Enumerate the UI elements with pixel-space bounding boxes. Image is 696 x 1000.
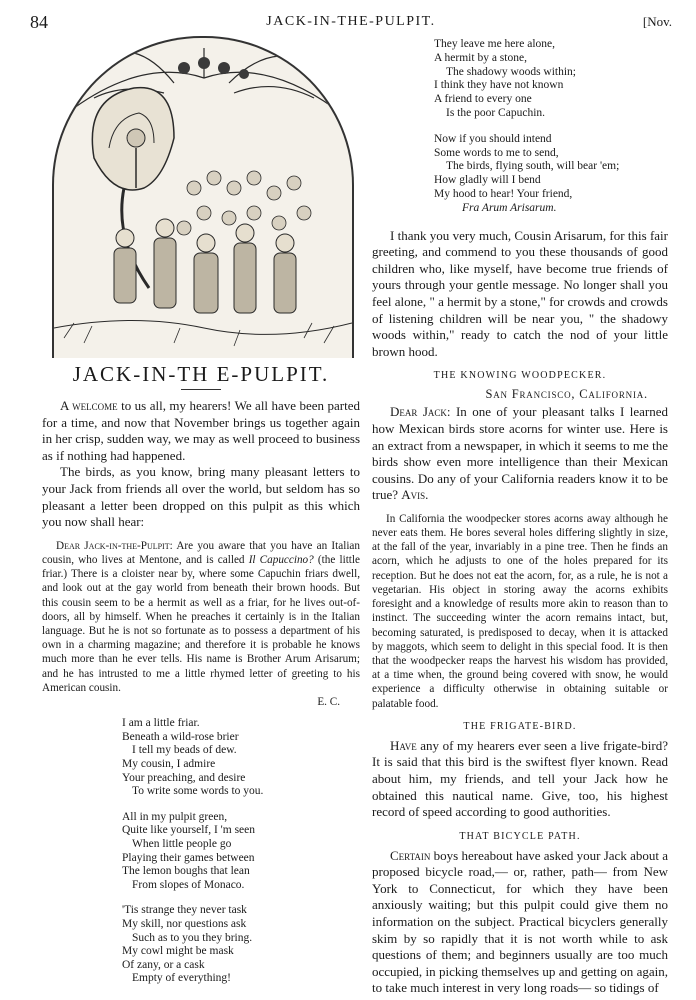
welcome-paragraph — [42, 398, 360, 464]
poem-line: The lemon boughs that lean — [122, 865, 250, 878]
woodpecker-salutation: Dear Jack — [390, 404, 447, 420]
poem-stanza — [122, 904, 360, 986]
section-title: JACK-IN-TH E-PULPIT. — [72, 362, 330, 386]
friar-poem-right — [434, 38, 668, 216]
woodpecker-letter-paragraph — [372, 404, 668, 504]
poem-signature-text: Fra Arum Arisarum. — [462, 201, 557, 214]
woodpecker-extract-paragraph: In California the woodpecker stores acorns away although he never eats them. He bores several holes differing slightly in size, at the fall of the year, invariably in a pine tree. Then he finds an acorn, which he adjusts to one of the holes prepared for its reception. But he does not eat the acorn, for, as a rule, he is not a vegetarian. His object in storing away the acorns exhibits foresight and a knowledge of results more akin to reason than to instinct. The succeeding winter the acorn remains intact, but, becoming saturated, is predisposed to decay, when it is attacked by maggots, which seem to delight in this special food. It is then that the woodpecker reaps the harvest his wisdom has provided, at a time when, the ground being covered with snow, he would experience a difficulty otherwise in obtaining suitable or palatable food. — [372, 512, 668, 710]
illustration-art-icon — [54, 38, 352, 358]
poem-line: Playing their games between — [122, 851, 255, 864]
poem-line: Quite like yourself, I 'm seen — [122, 824, 256, 837]
frigate-text: any of my hearers ever seen a live frigate-bird? It is said that this bird is the swiftest flyer known. Read about him, my friends, and tell your Jack how he obtained this nautical name. Give, too, his highest record of speed according to good authorities. — [372, 737, 668, 820]
letter-paragraph — [42, 539, 360, 695]
bicycle-body — [372, 848, 668, 997]
poem-line: A hermit by a stone, — [434, 51, 527, 64]
poem-line: Some words to me to send, — [434, 146, 559, 159]
poem-line: When little people go — [132, 837, 232, 850]
friar-poem-left — [122, 717, 360, 986]
woodpecker-signature: Avis. — [401, 487, 429, 503]
poem-line: To write some words to you. — [132, 785, 264, 798]
poem-line: 'Tis strange they never task — [122, 904, 247, 917]
woodpecker-letter-text: : In one of your pleasant talks I learned how Mexican birds store acorns for winter use. Here is an extract from a newspaper, in which it seems to me the birds show even more intelligence than their Mexican cousins. Do any of your California readers know it to be true? — [372, 404, 668, 503]
poem-stanza — [434, 133, 668, 216]
running-title: JACK-IN-THE-PULPIT. — [266, 14, 436, 29]
woodpecker-place: San Francisco, California. — [485, 387, 648, 402]
woodpecker-letter — [372, 404, 668, 504]
woodpecker-extract — [372, 512, 668, 711]
poem-line: Now if you should intend — [434, 132, 552, 145]
poem-line: Is the poor Capuchin. — [446, 106, 546, 119]
poem-line: A friend to every one — [434, 93, 532, 106]
poem-line: The shadowy woods within; — [446, 65, 577, 78]
poem-line: I tell my beads of dew. — [132, 744, 237, 757]
poem-line: My skill, nor questions ask — [122, 917, 247, 930]
poem-line: My cousin, I admire — [122, 757, 216, 770]
capuchin-letter — [42, 539, 360, 709]
letter-signature: E. C. — [317, 695, 340, 708]
thanks-body — [372, 228, 668, 361]
letter-italic: Il Capuccino? — [248, 553, 314, 566]
bicycle-text: boys hereabout have asked your Jack about a proposed bicycle road,— or, rather, path— from New York to Connecticut, for which they have been anxiously waiting; but this pulpit could give them no information on the subject. Practical bicyclers generally skim by so rapidly that it is not worth while to ask questions of them; and beginners usually are too much occupied, in picking themselves up and getting on again, to take much interest in very long roads— so tidings of — [372, 847, 668, 996]
poem-line: How gladly will I bend — [434, 174, 541, 187]
poem-line: Your preaching, and desire — [122, 771, 246, 784]
poem-stanza — [122, 811, 360, 893]
birds-paragraph: The birds, as you know, bring many pleasant letters to your Jack from friends all over the world, but seldom has so pleasant a letter been dropped on this pulpit as this which you now shall hear: — [42, 464, 360, 530]
poem-line: They leave me here alone, — [434, 38, 556, 50]
poem-stanza — [434, 38, 668, 121]
letter-part-2: (the little friar.) There is a cloister near by, where some Capuchin friars dwell, and look out at the gay world from beneath their brown hoods. But this cousin seem to be a hermit as well as a friar, for he lives out-of-doors, all by himself. When he preaches it certainly is in the Italian language. But he is not so fortunate as to possess a department of his own in a charming magazine; and therefore it is probable he knows much more than he ever tells. His name is Brother Arum Arisarum; and he has intrusted to me a little rhymed letter of greeting to his American cousin. — [42, 553, 360, 694]
poem-stanza — [122, 717, 360, 799]
frigate-heading: THE FRIGATE-BIRD. — [463, 720, 577, 732]
poem-signature — [434, 202, 668, 216]
poem-line: Beneath a wild-rose brier — [122, 730, 239, 743]
welcome-text: to us all, my hearers! We all have been parted for a time, and now that November brings us together again in her crisp, sudden way, we may as well proceed to business as if nothing had happened. — [42, 398, 361, 463]
thanks-paragraph: I thank you very much, Cousin Arisarum, for this fair greeting, and commend to you these thousands of good children who, like myself, have become true friends of yours through your gentle message. No longer shall you feel alone, " a hermit by a stone," for crowds and crowds of listening children will be near you, " the shadowy woods within," ready to catch the nod of your little brown hood. — [372, 227, 668, 359]
section-title-row — [42, 362, 360, 387]
poem-line: My hood to hear! Your friend, — [434, 187, 573, 200]
title-divider — [181, 389, 221, 390]
page-number: 84 — [30, 12, 48, 32]
bicycle-paragraph — [372, 848, 668, 997]
jack-in-the-pulpit-illustration — [52, 36, 354, 358]
poem-line: Of zany, or a cask — [122, 958, 205, 971]
left-column — [42, 36, 360, 998]
frigate-paragraph — [372, 738, 668, 821]
page-header — [30, 8, 672, 32]
woodpecker-heading: THE KNOWING WOODPECKER. — [433, 370, 607, 382]
bicycle-lead: Certain — [390, 847, 431, 863]
poem-line: I think they have not known — [434, 79, 564, 92]
welcome-lead: A welcome — [60, 398, 118, 413]
poem-line: Empty of everything! — [132, 972, 232, 985]
letter-salutation: Dear Jack-in-the-Pulpit — [56, 539, 170, 552]
intro-body — [42, 398, 360, 531]
poem-line: Such as to you they bring. — [132, 931, 253, 944]
poem-line: My cowl might be mask — [122, 945, 234, 958]
poem-line: I am a little friar. — [122, 717, 200, 730]
issue-month: [Nov. — [642, 14, 672, 29]
bicycle-heading: THAT BICYCLE PATH. — [459, 830, 581, 842]
right-column — [372, 38, 668, 997]
poem-line: All in my pulpit green, — [122, 810, 228, 823]
frigate-body — [372, 738, 668, 821]
poem-line: The birds, flying south, will bear 'em; — [446, 160, 620, 173]
letter-part-1: : Are you aware that you have an Italian cousin, who lives at Mentone, and is called — [42, 539, 360, 566]
poem-line: From slopes of Monaco. — [132, 878, 245, 891]
frigate-lead: Have — [390, 737, 417, 753]
